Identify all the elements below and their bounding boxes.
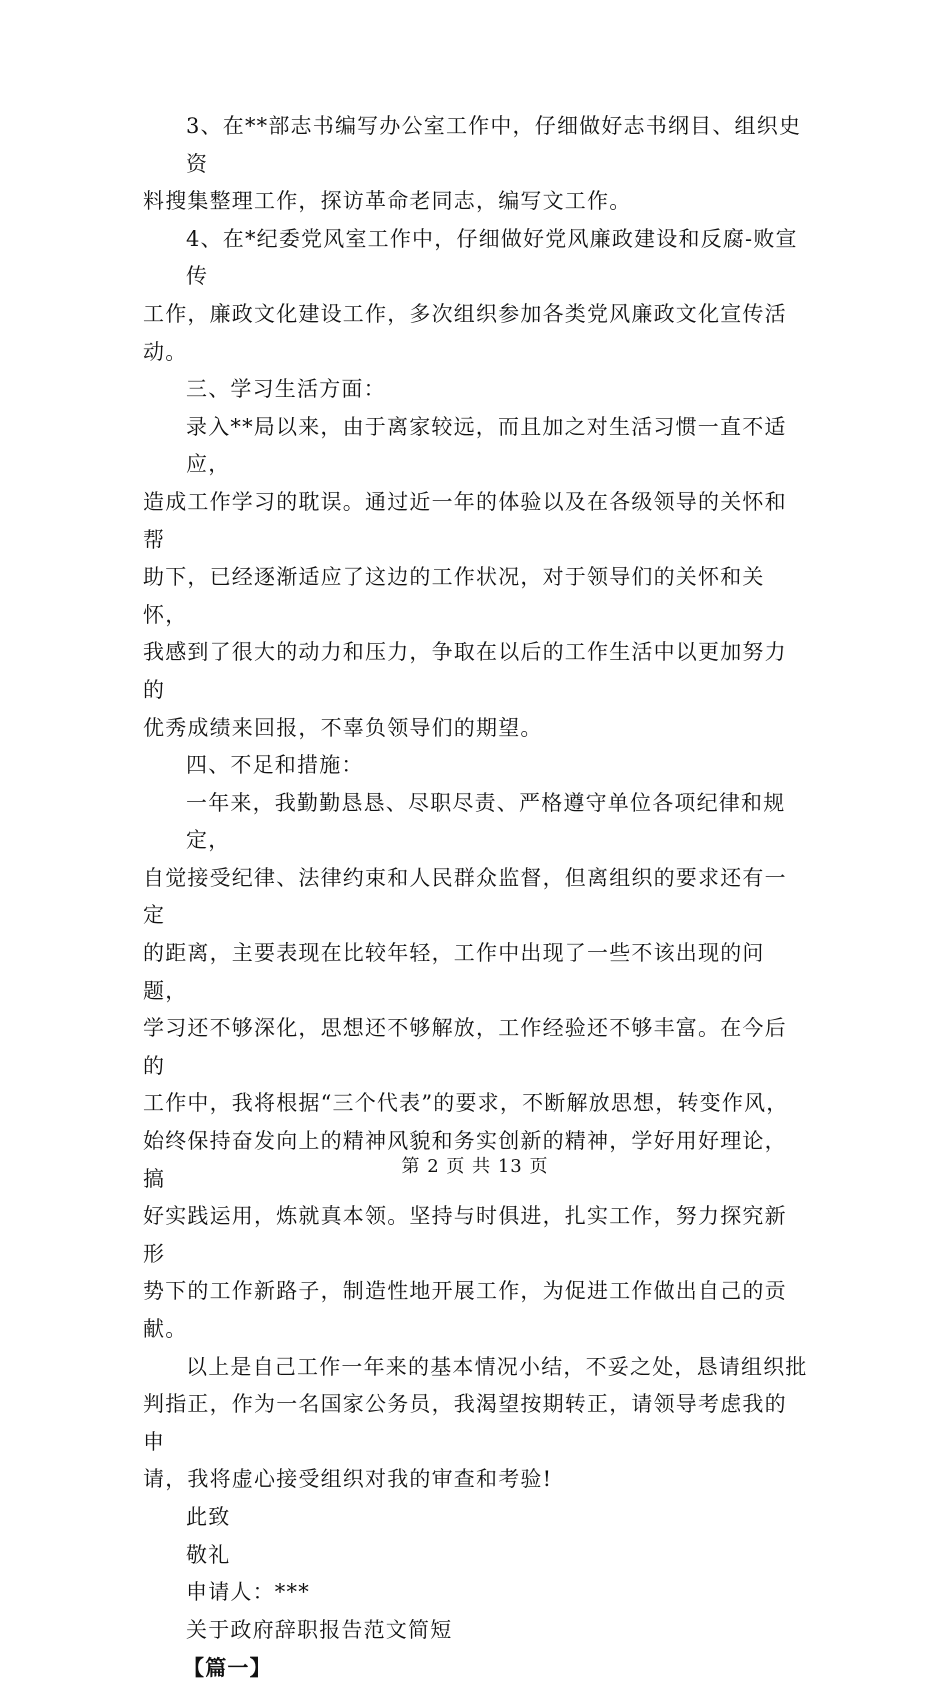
text-line: 学习还不够深化，思想还不够解放，工作经验还不够丰富。在今后的 bbox=[143, 1016, 787, 1078]
article-title: 关于政府辞职报告范文简短 bbox=[186, 1617, 453, 1642]
page-number: 第 2 页 共 13 页 bbox=[401, 1156, 549, 1177]
salutation-line: 敬礼 bbox=[186, 1542, 231, 1567]
text-line: 3、在**部志书编写办公室工作中，仔细做好志书纲目、组织史资 bbox=[186, 114, 802, 176]
section-title-study-life: 三、学习生活方面： bbox=[186, 377, 386, 402]
text-line: 势下的工作新路子，制造性地开展工作，为促进工作做出自己的贡献。 bbox=[143, 1279, 787, 1341]
text-line: 以上是自己工作一年来的基本情况小结，不妥之处，恳请组织批 bbox=[186, 1354, 808, 1379]
page-footer bbox=[0, 1152, 950, 1178]
text-line: 录入**局以来，由于离家较远，而且加之对生活习惯一直不适应， bbox=[186, 414, 787, 477]
text-line: 工作，廉政文化建设工作，多次组织参加各类党风廉政文化宣传活动。 bbox=[143, 301, 787, 364]
text-line: 的距离，主要表现在比较年轻，工作中出现了一些不该出现的问题， bbox=[143, 941, 765, 1003]
text-line: 好实践运用，炼就真本领。坚持与时俱进，扎实工作，努力探究新形 bbox=[143, 1204, 787, 1266]
text-line: 始终保持奋发向上的精神风貌和务实创新的精神，学好用好理论，搞 bbox=[143, 1129, 787, 1191]
text-line: 助下，已经逐渐适应了这边的工作状况，对于领导们的关怀和关怀， bbox=[143, 565, 765, 627]
text-line: 一年来，我勤勤恳恳、尽职尽责、严格遵守单位各项纪律和规定， bbox=[186, 790, 786, 853]
document-body bbox=[143, 108, 808, 1687]
text-line: 我感到了很大的动力和压力，争取在以后的工作生活中以更加努力的 bbox=[143, 640, 787, 702]
text-line: 优秀成绩来回报，不辜负领导们的期望。 bbox=[143, 715, 543, 740]
text-line: 4、在*纪委党风室工作中，仔细做好党风廉政建设和反腐-败宣传 bbox=[186, 226, 798, 289]
applicant-line: 申请人：*** bbox=[186, 1580, 310, 1605]
text-line: 料搜集整理工作，探访革命老同志，编写文工作。 bbox=[143, 189, 632, 214]
section-heading: 【篇一】 bbox=[183, 1655, 272, 1681]
section-title-shortcomings: 四、不足和措施： bbox=[186, 753, 364, 778]
text-line: 自觉接受纪律、法律约束和人民群众监督，但离组织的要求还有一定 bbox=[143, 865, 787, 928]
salutation-line: 此致 bbox=[186, 1504, 231, 1529]
text-line: 请，我将虚心接受组织对我的审查和考验! bbox=[143, 1467, 553, 1492]
text-line: 工作中，我将根据“三个代表”的要求，不断解放思想，转变作风， bbox=[143, 1091, 789, 1116]
text-line: 判指正，作为一名国家公务员，我渴望按期转正，请领导考虑我的申 bbox=[143, 1392, 787, 1454]
text-line: 造成工作学习的耽误。通过近一年的体验以及在各级领导的关怀和帮 bbox=[143, 489, 787, 552]
